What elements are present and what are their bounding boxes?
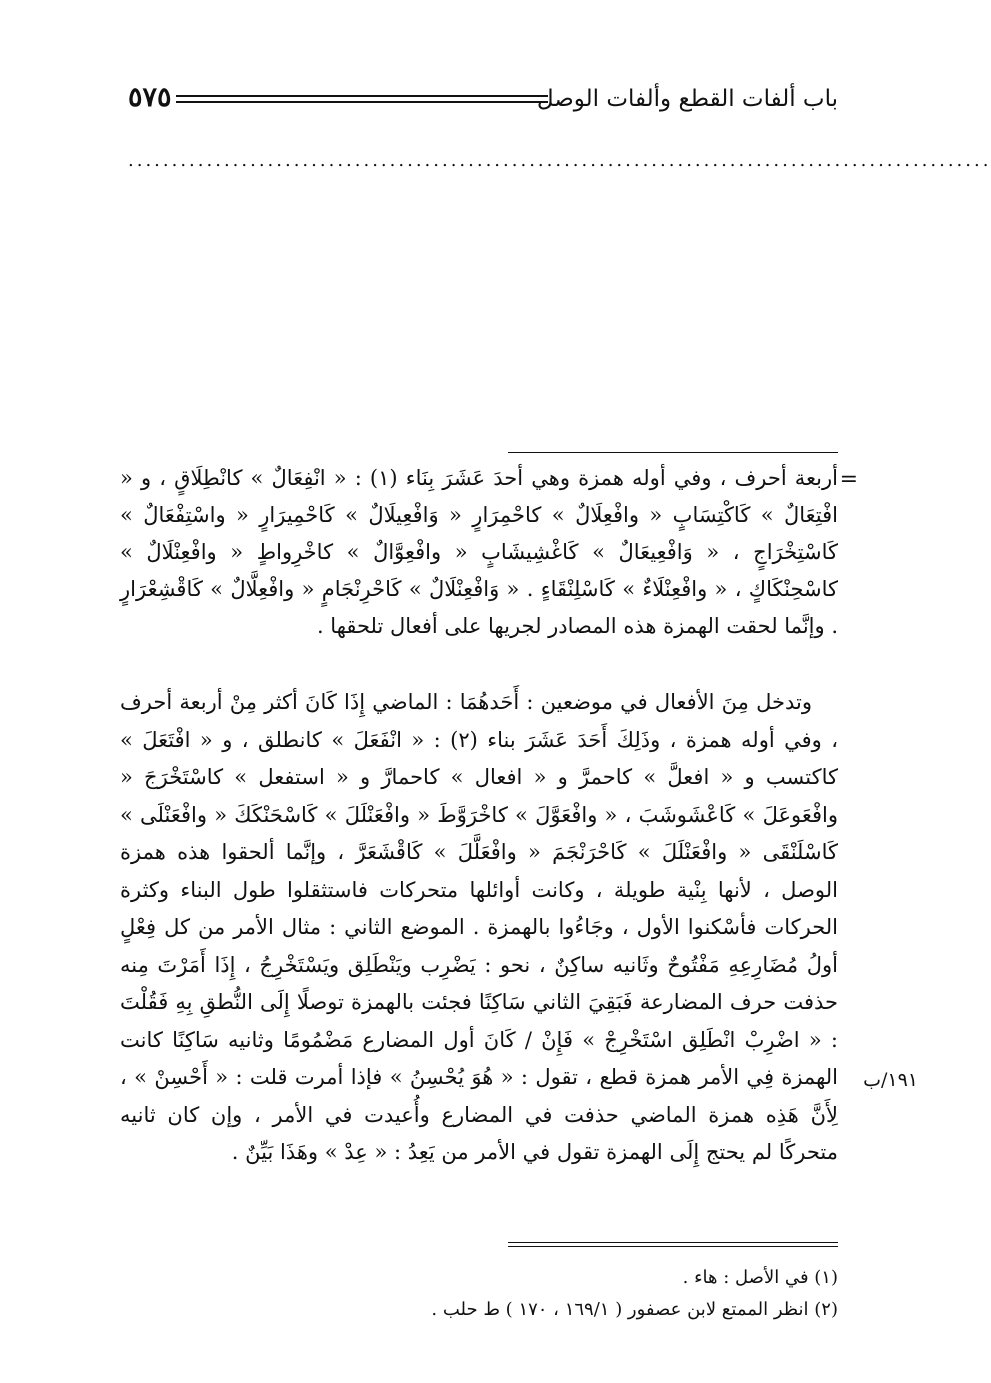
footnote-1: (١) في الأصل : هاء . [682, 1267, 838, 1288]
page-number: ٥٧٥ [128, 82, 172, 113]
continued-footnote-text: أربعة أحرف ، وفي أوله همزة وهي أحدَ عَشَرَ بِنَاء (١) : « انْفِعَالٌ » كانْطِلَاقٍ ، و « افْتِعَالٌ » كَاكْتِسَابٍ « وافْعِلَالٌ » كاحْمِرَارٍ « وَافْعِيلَالٌ » كَاحْمِيرَارٍ « واسْتِفْعَالٌ » كَاسْتِخْرَاجٍ ، « وَافْعِيعَالٌ » كَاغْشِيشَابٍ « وافْعِوَّالٌ » كاخْرِواطٍ « وافْعِنْلَالٌ » كاسْحِنْكَاكٍ ، « وافْعِنْلَاءٌ » كَاسْلِنْقَاءٍ . « وَافْعِنْلَالٌ » كَاحْرِنْجَامٍ « وافْعِلَّالٌ » كَاقْشِعْرَارٍ . وإنَّما لحقت الهمزة هذه المصادر لجريها على أفعال تلحقها . [120, 466, 839, 638]
note-divider [508, 452, 838, 453]
continued-footnote [120, 460, 838, 645]
running-header [128, 82, 838, 122]
main-paragraph: وتدخل مِنَ الأفعال في موضعين : أَحَدهُمَا : الماضي إِذَا كَانَ أكثر مِنْ أربعة أحرف ، وفي أوله همزة ، وذَلِكَ أَحَدَ عَشَرَ بناء (٢) : « انْفَعَلَ » كانطلق ، و « افْتَعَلَ » كاكتسب و « افعلَّ » كاحمرَّ و « افعال » كاحمارَّ و « استفعل » كاسْتَخْرَجَ « وافْعَوعَلَ » كَاعْشَوشَبَ ، « وافْعَوَّلَ » كاخْرَوَّطَ « وافْعَنْلَلَ » كَاسْحَنْكَكَ « وافْعَنْلَى » كَاسْلَنْقَى « وافْعَنْلَلَ » كَاحْرَنْجَمَ « وافْعَلَّلَ » كَاقْشَعَرَّ ، وإنَّما ألحقوا هذه همزة الوصل ، لأنها بِنْية طويلة ، وكانت أوائلها متحركات فاستثقلوا طول البناء وكثرة الحركات فأسْكنوا الأول ، وجَاءُوا بالهمزة . الموضع الثاني : مثال الأمر من كل فِعْلٍ أولُ مُضَارِعِهِ مَفْتُوحٌ وثَانيه ساكِنٌ ، نحو : يَضْرِب ويَنْطَلِق ويَسْتَخْرِجُ ، إِذَا أَمَرْتَ مِنه حذفت حرف المضارعة فَبَقِيَ الثاني سَاكِنًا فجئت بالهمزة توصلًا إِلَى النُّطقِ بِهِ فَقُلْتَ : « اضْرِبْ انْطَلِق اسْتَخْرِجْ » فَإِنْ / كَانَ أول المضارع مَضْمُومًا وثانيه سَاكِنًا كانت الهمزة فِي الأمر همزة قطع ، تقول : « هُوَ يُحْسِنُ » فإذا أمرت قلت : « أَحْسِنْ » ، لِأَنَّ هَذِه همزة الماضي حذفت في المضارع وأُعيدت في الأمر ، وإن كان ثانيه متحركًا لم يحتج إِلَى الهمزة تقول في الأمر من يَعِدُ : « عِدْ » وهَذَا بَيِّنٌ . [120, 690, 838, 1164]
main-text [120, 684, 838, 1172]
footnote-divider-second [508, 1246, 838, 1247]
header-rule [176, 95, 548, 103]
chapter-title: باب ألفات القطع وألفات الوصل [536, 86, 838, 112]
continuation-mark: = [839, 467, 858, 492]
footnote-2: (٢) انظر الممتع لابن عصفور ( ١٦٩/١ ، ١٧٠ ) ط حلب . [431, 1299, 838, 1320]
footnote-divider [508, 1242, 838, 1243]
dotted-separator: ................................................................................................... [128, 150, 991, 171]
manuscript-folio-note: ١٩١/ب [863, 1069, 918, 1091]
footnotes [120, 1262, 838, 1326]
